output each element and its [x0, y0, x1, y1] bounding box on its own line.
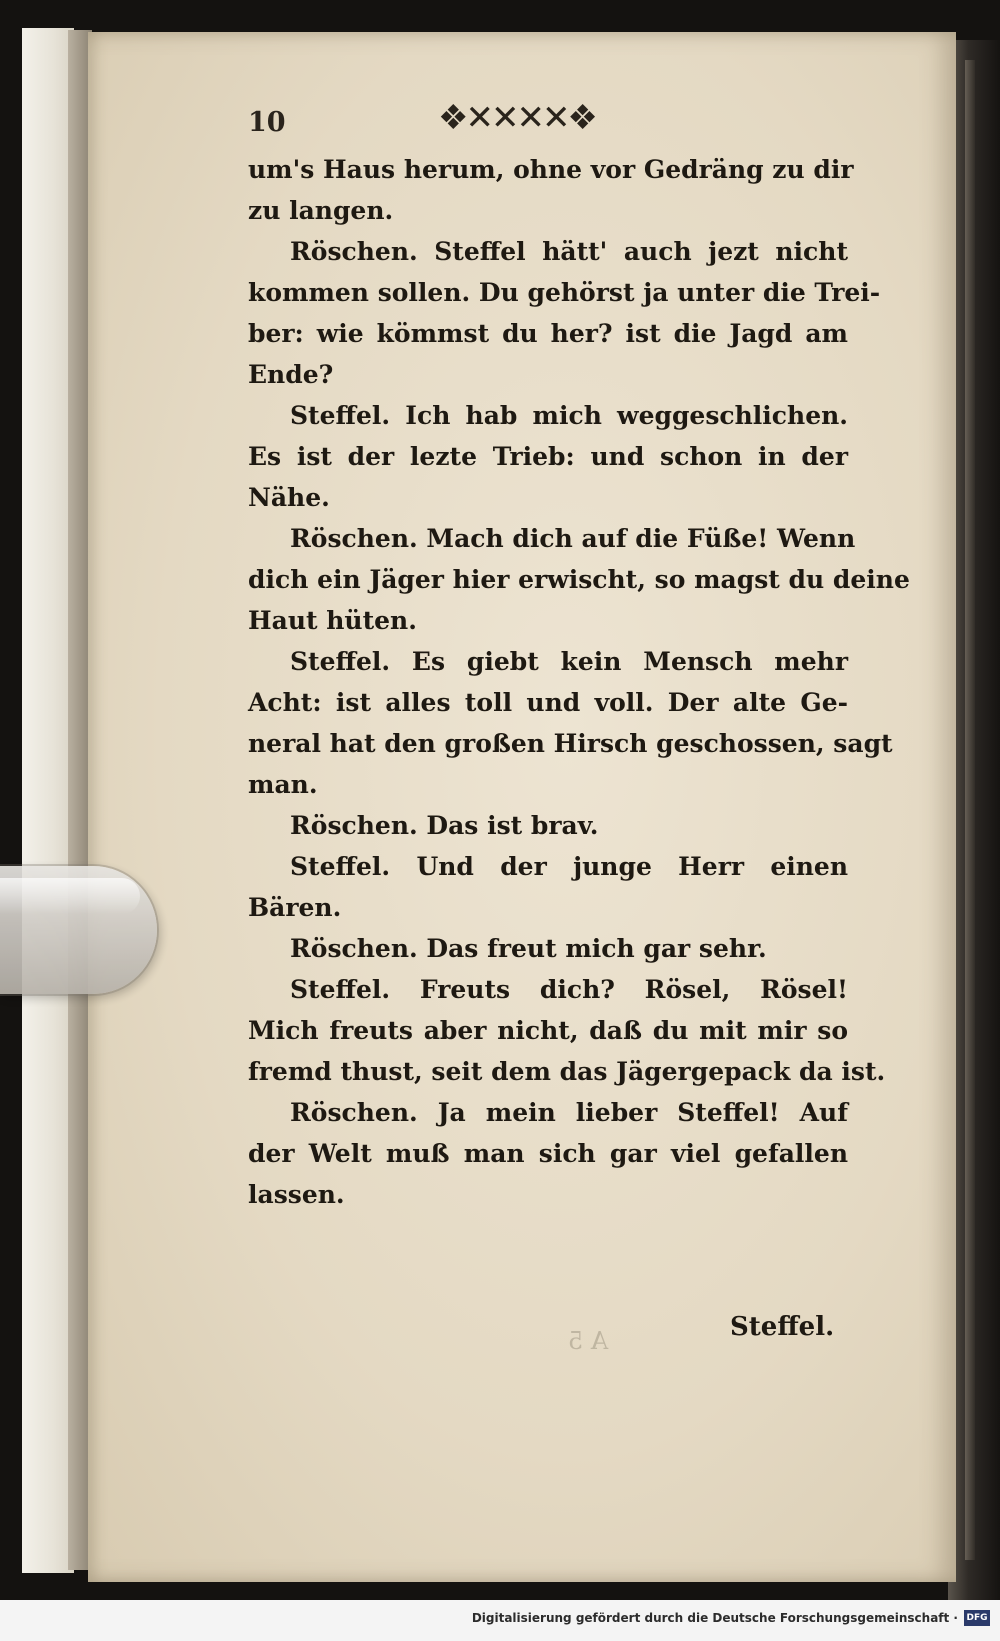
text-line: der Welt muß man sich gar viel gefallen — [248, 1139, 848, 1168]
text-line: Röschen. Steffel hätt' auch jezt nicht — [290, 237, 848, 266]
text-line: Röschen. Das ist brav. — [290, 811, 599, 840]
dfg-logo: DFG — [964, 1610, 990, 1626]
text-line: Haut hüten. — [248, 606, 417, 635]
book-edge — [22, 28, 74, 1573]
text-line: man. — [248, 770, 318, 799]
page-number: 10 — [248, 107, 286, 138]
text-line: Steffel. Ich hab mich weggeschlichen. — [290, 401, 848, 430]
text-line: Acht: ist alles toll und voll. Der alte Ge- — [248, 688, 848, 717]
text-line: Ende? — [248, 360, 334, 389]
text-line: Röschen. Ja mein lieber Steffel! Auf — [290, 1098, 848, 1127]
header-ornament: ❖✕✕✕✕❖ — [438, 98, 595, 138]
text-line: Steffel. Und der junge Herr einen — [290, 852, 848, 881]
text-line: dich ein Jäger hier erwischt, so magst du deine — [248, 565, 910, 594]
text-line: kommen sollen. Du gehörst ja unter die Trei- — [248, 278, 881, 307]
text-line: Mich freuts aber nicht, daß du mit mir so — [248, 1016, 848, 1045]
page-clip-highlight — [0, 878, 140, 914]
funding-credit: Digitalisierung gefördert durch die Deutsche Forschungsgemeinschaft · — [471, 1611, 958, 1625]
footer-bar — [0, 1600, 1000, 1641]
text-line: Bären. — [248, 893, 342, 922]
text-line: lassen. — [248, 1180, 345, 1209]
text-line: um's Haus herum, ohne vor Gedräng zu dir — [248, 155, 854, 184]
text-line: Es ist der lezte Trieb: und schon in der — [248, 442, 848, 471]
text-line: ber: wie kömmst du her? ist die Jagd am — [248, 319, 848, 348]
catchword: Steffel. — [730, 1312, 835, 1342]
text-line: Röschen. Das freut mich gar sehr. — [290, 934, 767, 963]
text-line: fremd thust, seit dem das Jägergepack da ist. — [248, 1057, 886, 1086]
text-line: Röschen. Mach dich auf die Füße! Wenn — [290, 524, 856, 553]
text-line: Steffel. Freuts dich? Rösel, Rösel! — [290, 975, 848, 1004]
bleed-through-signature: A 5 — [568, 1327, 609, 1355]
text-line: neral hat den großen Hirsch geschossen, sagt — [248, 729, 893, 758]
text-line: Nähe. — [248, 483, 330, 512]
page-text — [248, 149, 910, 1215]
book-page — [88, 32, 956, 1582]
text-line: Steffel. Es giebt kein Mensch mehr — [290, 647, 848, 676]
binding-highlight — [965, 60, 975, 1560]
text-line: zu langen. — [248, 196, 394, 225]
